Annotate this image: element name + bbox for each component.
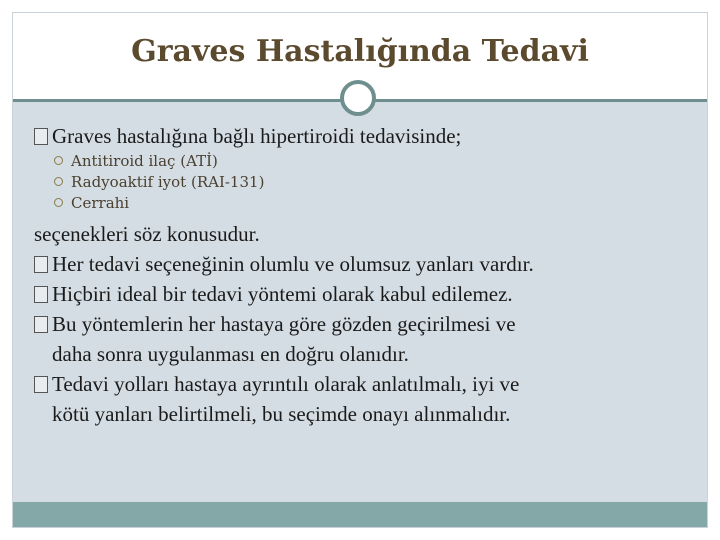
intro-text: Graves hastalığına bağlı hipertiroidi tedavisinde; [52,124,462,148]
options-tail-text: seçenekleri söz konusudur. [34,222,260,246]
point-item [34,369,694,399]
footer-band [13,502,707,527]
point-text: Bu yöntemlerin her hastaya göre gözden geçirilmesi ve [52,312,516,336]
sub-list-item [34,193,694,214]
point-continuation [34,339,694,369]
ring-bullet-icon [54,198,63,207]
point-text: Her tedavi seçeneğinin olumlu ve olumsuz yanları vardır. [52,252,534,276]
intro-line [34,121,694,151]
point-text: daha sonra uygulanması en doğru olanıdır. [52,342,409,366]
ring-bullet-icon [54,156,63,165]
circle-ornament-icon [340,80,376,116]
bullet-box-icon [34,128,48,145]
ring-bullet-icon [54,177,63,186]
point-text: Tedavi yolları hastaya ayrıntılı olarak anlatılmalı, iyi ve [52,372,520,396]
bullet-box-icon [34,316,48,333]
bullet-box-icon [34,256,48,273]
sub-item-text: Antitiroid ilaç (ATİ) [71,152,218,170]
point-text: Hiçbiri ideal bir tedavi yöntemi olarak kabul edilemez. [52,282,513,306]
sub-item-text: Radyoaktif iyot (RAI-131) [71,173,265,191]
point-item [34,309,694,339]
options-tail [34,219,694,249]
point-continuation [34,399,694,429]
point-text: kötü yanları belirtilmeli, bu seçimde onayı alınmalıdır. [52,402,511,426]
point-item [34,279,694,309]
sub-item-text: Cerrahi [71,194,130,212]
slide-content [34,121,694,429]
bullet-box-icon [34,376,48,393]
point-item [34,249,694,279]
sub-list-item [34,151,694,172]
slide-title: Graves Hastalığında Tedavi [131,34,589,69]
bullet-box-icon [34,286,48,303]
sub-list-item [34,172,694,193]
